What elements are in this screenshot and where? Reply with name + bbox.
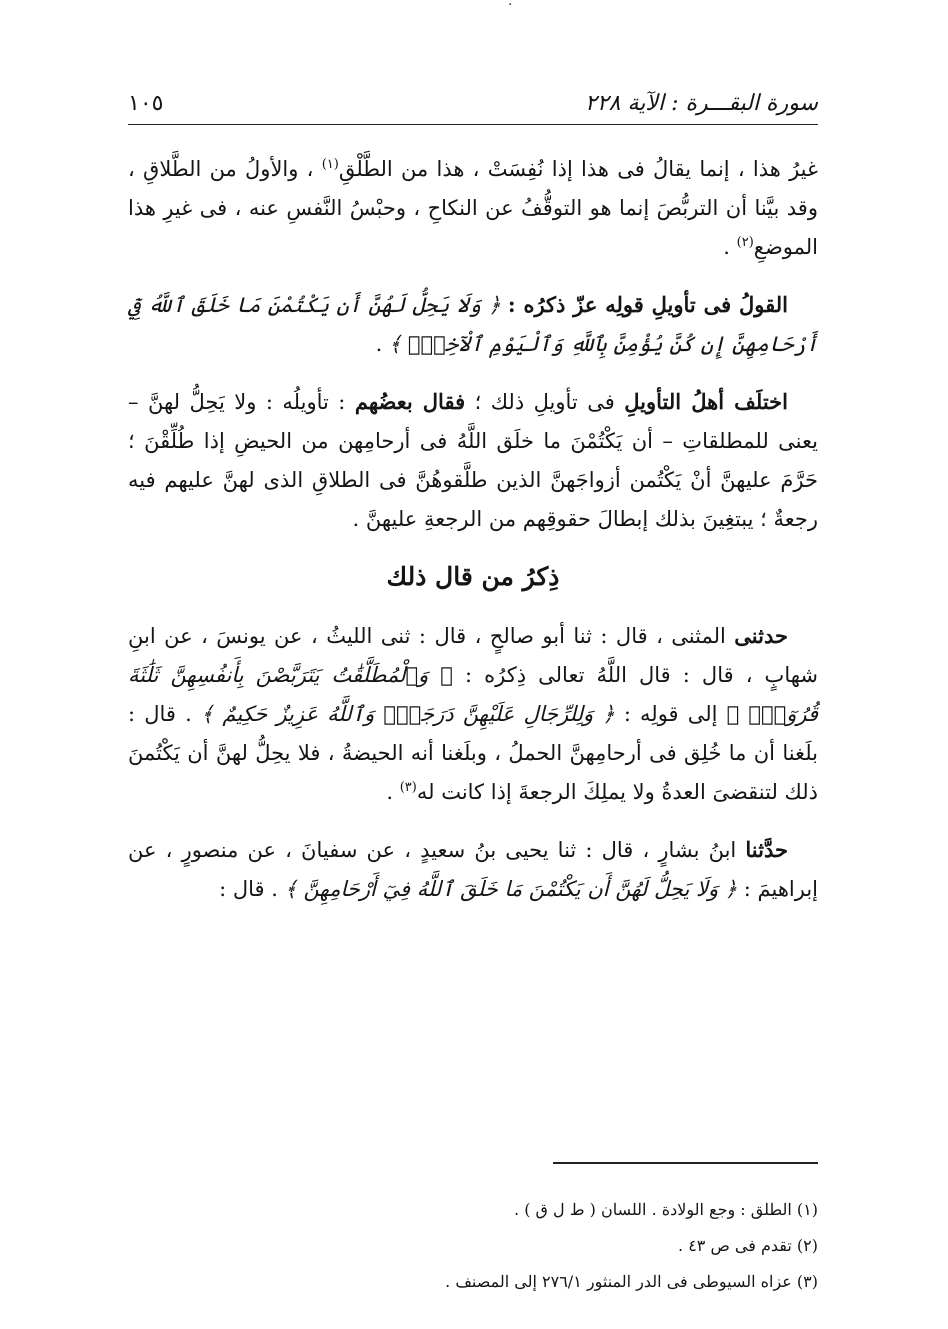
p5-end: . قال : [219, 877, 285, 901]
footnote-ref-2: (٢) [736, 235, 754, 250]
margin-mark: · [508, 0, 513, 13]
paragraph-2 [128, 285, 818, 364]
quran-quote: ﴿ وَلَا يَحِلُّ لَهُنَّ أَن يَكْتُمْنَ مَا خَلَقَ ٱللَّهُ فِيٓ أَرْحَامِهِنَّ ﴾ [284, 877, 738, 901]
p4-text-c: . قال : بلَغنا أن ما خُلِق فى أرحامِهنَّ الحملُ ، وبلَغنا أنه الحيضةُ ، فلا يحِلُّ لهنَّ أن يَكْتُمنَ ذلك لتنقضىَ العدةُ ولا يملِكَ الرجعةَ إذا كانت له [128, 702, 818, 804]
footnote-rule [553, 1162, 818, 1164]
p5-lead: حدَّثنا [745, 837, 788, 862]
p1-end: . [723, 235, 737, 259]
p4-end: . [386, 780, 400, 804]
footnote-ref-1: (١) [321, 157, 339, 172]
footnote-2: (٢) تقدم فى ص ٤٣ . [678, 1236, 818, 1255]
p2-end: . [375, 332, 389, 356]
paragraph-3 [128, 382, 818, 539]
running-header [128, 86, 818, 120]
footnotes [128, 1192, 818, 1300]
paragraph-4 [128, 616, 818, 812]
section-heading: ذِكرُ من قال ذلك [386, 562, 560, 591]
p1-text: غيرُ هذا ، إنما يقالُ فى هذا إذا نُفِسَتْ ، هذا من الطَّلْقِ [338, 157, 818, 181]
footnote-1: (١) الطلق : وجع الولادة . اللسان ( ط ل ق ) . [514, 1200, 818, 1219]
p3-lead: اختلَف أهلُ التأويلِ [624, 389, 788, 414]
quran-quote: ﴿ وَلَا يَحِلُّ لَهُنَّ أَن يَكْتُمْنَ مَا خَلَقَ ٱللَّهُ فِيٓ أَرْحَامِهِنَّ إِن كُنَّ يُؤْمِنَّ بِٱللَّهِ وَٱلْيَوْمِ ٱلْآخِرِۚ ﴾ [128, 293, 818, 356]
paragraph-1 [128, 150, 818, 267]
p4-text-b: إلى قولِه : [614, 702, 727, 726]
p3-bold: فقال بعضُهم [354, 389, 466, 414]
page-body [128, 150, 818, 927]
header-rule [128, 124, 818, 125]
p3-text: فى تأويلِ ذلك ؛ [465, 390, 625, 414]
paragraph-5 [128, 830, 818, 909]
p4-lead: حدثنى [734, 623, 788, 648]
p3-text-cont: : تأويلُه : ولا يَحِلُّ لهنَّ – يعنى للمطلقاتِ – أن يَكْتُمْنَ ما خلَق اللَّهُ فى أرحامِهن من الحيضِ إذا طُلِّقْنَ ؛ حَرَّمَ عليهنَّ أنْ يَكْتُمن أزواجَهنَّ الذين طلَّقوهُنَّ فى الطلاقِ الذى لهنَّ عليهم فيه رجعةٌ ؛ يبتغِينَ بذلك إبطالَ حقوقِهم من الرجعةِ عليهنَّ . [128, 390, 818, 531]
p4-text: المثنى ، قال : ثنا أبو صالحٍ ، قال : ثنى الليثُ ، عن يونسَ ، عن ابنِ شهابٍ ، قال : قال اللَّهُ تعالى ذِكرُه : [128, 624, 818, 687]
footnote-3: (٣) عزاه السيوطى فى الدر المنثور ٢٧٦/١ إلى المصنف . [445, 1272, 818, 1291]
running-title: سورة البقـــرة : الآية ٢٢٨ [585, 90, 818, 116]
p1-text-cont: ، والأولُ من الطَّلاقِ ، وقد بيَّنا أن التربُّصَ إنما هو التوقُّفُ عن النكاحِ ، وحبْسُ النَّفسِ عنه ، فى غيرِ هذا الموضعِ [128, 157, 818, 259]
p2-lead: القولُ فى تأويلِ قولِه عزّ ذكرُه : [507, 292, 789, 317]
quran-quote-1: ﴿ وَٱلْمُطَلَّقَٰتُ يَتَرَبَّصْنَ بِأَنفُسِهِنَّ ثَلَٰثَةَ قُرُوٓءٍۚ ﴾ [128, 663, 818, 726]
footnote-ref-3: (٣) [399, 780, 417, 795]
p5-text: ابنُ بشارٍ ، قال : ثنا يحيى بنُ سعيدٍ ، عن سفيانَ ، عن منصورٍ ، عن إبراهيمَ : [128, 838, 818, 901]
quran-quote-2: ﴿ وَلِلرِّجَالِ عَلَيْهِنَّ دَرَجَةٌۗ وَٱللَّهُ عَزِيزٌ حَكِيمٌ ﴾ [200, 702, 615, 726]
page-number: ١٠٥ [128, 90, 164, 116]
